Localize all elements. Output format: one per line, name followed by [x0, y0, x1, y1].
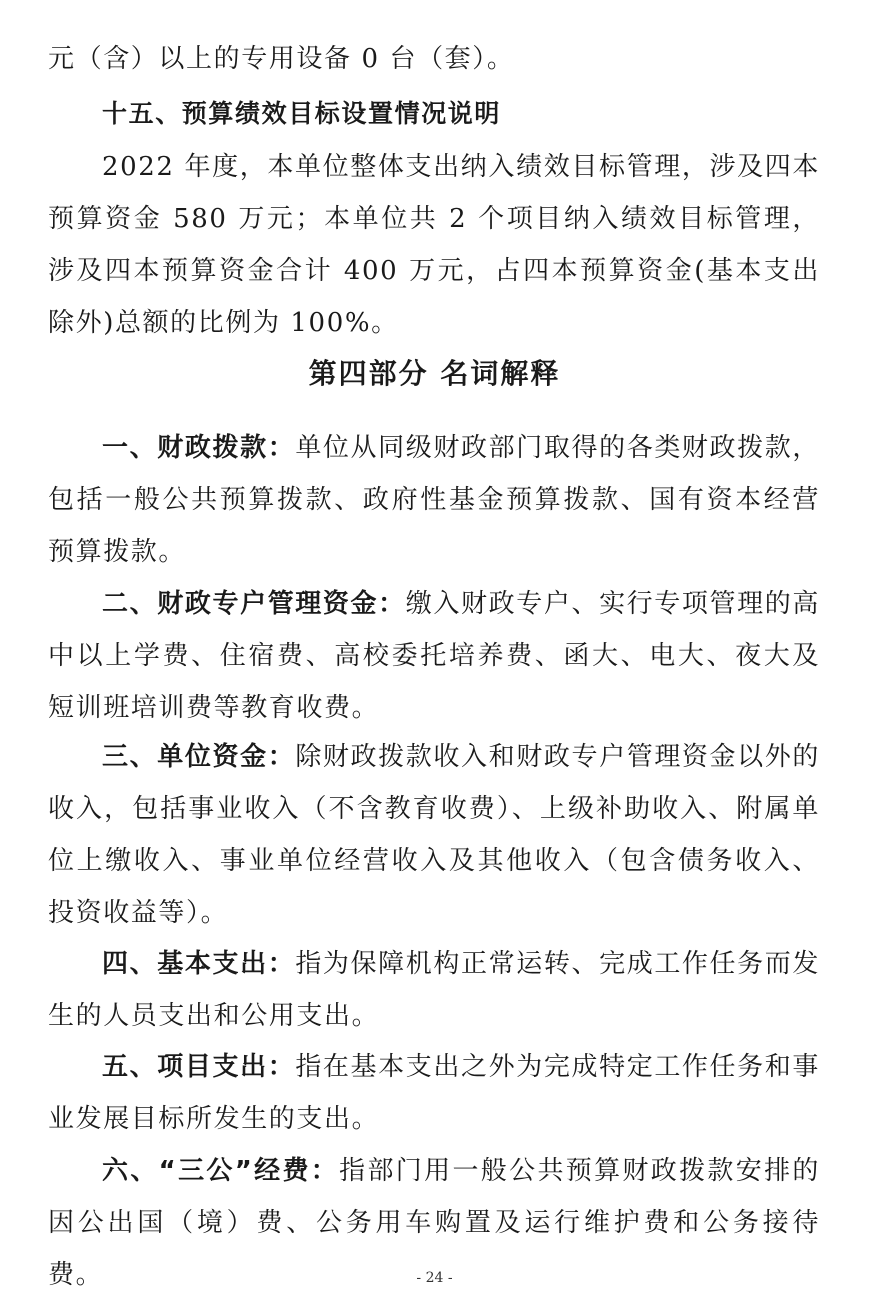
section-body: 2022 年度，本单位整体支出纳入绩效目标管理，涉及四本预算资金 580 万元；本单位共 2 个项目纳入绩效目标管理，涉及四本预算资金合计 400 万元，占四本预算资金(基本支出除外)总额的比例为 100%。	[48, 152, 820, 338]
part-title: 第四部分 名词解释	[308, 357, 561, 390]
term-label: 三、单位资金：	[102, 742, 296, 772]
term-label: 二、财政专户管理资金：	[102, 589, 406, 619]
term-label: 六、“三公”经费：	[102, 1156, 340, 1186]
term-definition-1	[48, 422, 820, 578]
term-definition-3	[48, 731, 820, 939]
term-definition-2	[48, 578, 820, 734]
term-text: 指部门用一般公共预算财政拨款安排的因公出国（境）费、公务用车购置及运行维护费和公务接待费。	[48, 1156, 821, 1290]
section-heading: 十五、预算绩效目标设置情况说明	[102, 99, 502, 128]
term-text: 缴入财政专户、实行专项管理的高中以上学费、住宿费、高校委托培养费、函大、电大、夜大及短训班培训费等教育收费。	[48, 589, 820, 723]
continuation-text: 元（含）以上的专用设备 0 台（套）。	[48, 44, 515, 74]
term-label: 五、项目支出：	[102, 1052, 296, 1082]
term-text: 指为保障机构正常运转、完成工作任务而发生的人员支出和公用支出。	[48, 949, 820, 1031]
term-text: 除财政拨款收入和财政专户管理资金以外的收入，包括事业收入（不含教育收费）、上级补助收入、附属单位上缴收入、事业单位经营收入及其他收入（包含债务收入、投资收益等）。	[48, 742, 820, 928]
term-text: 单位从同级财政部门取得的各类财政拨款，包括一般公共预算拨款、政府性基金预算拨款、国有资本经营预算拨款。	[48, 433, 820, 567]
term-definition-5	[48, 1041, 820, 1145]
term-text: 指在基本支出之外为完成特定工作任务和事业发展目标所发生的支出。	[48, 1052, 820, 1134]
term-label: 四、基本支出：	[102, 949, 296, 979]
page-number: - 24 -	[416, 1270, 453, 1286]
term-definition-4	[48, 938, 820, 1042]
term-label: 一、财政拨款：	[102, 433, 296, 463]
